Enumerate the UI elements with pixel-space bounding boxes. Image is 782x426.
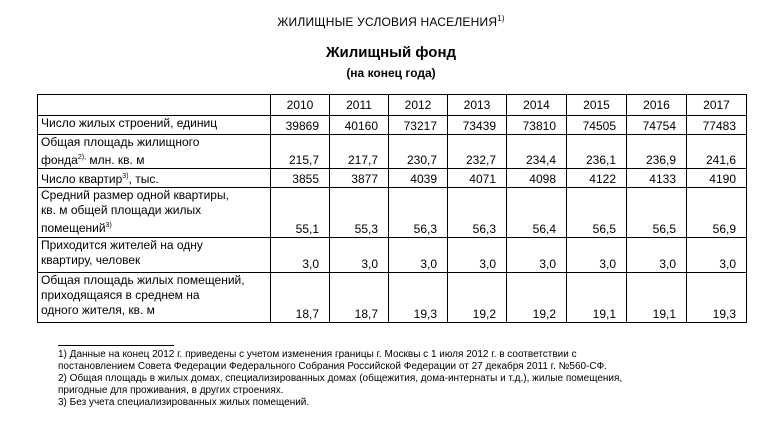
table-row — [38, 238, 747, 273]
data-cell: 4098 — [507, 169, 567, 188]
table-row — [38, 169, 747, 188]
data-cell: 4190 — [687, 169, 747, 188]
footnote-line: 2) Общая площадь в жилых домах, специализированных домах (общежития, дома-интернаты и т.д.), жилые помещения, — [58, 373, 623, 384]
data-cell: 56,5 — [567, 188, 627, 238]
data-cell: 215,7 — [271, 135, 330, 169]
data-cell: 236,1 — [567, 135, 627, 169]
data-cell: 56,3 — [389, 188, 448, 238]
header-label-cell — [38, 95, 271, 116]
data-cell: 19,1 — [627, 273, 687, 323]
data-cell: 3,0 — [330, 238, 389, 273]
housing-stock-table — [37, 94, 747, 323]
footnotes — [58, 349, 758, 409]
table-row — [38, 188, 747, 238]
year-header: 2010 — [271, 95, 330, 116]
data-cell: 74754 — [627, 116, 687, 135]
data-cell: 241,6 — [687, 135, 747, 169]
data-cell: 73217 — [389, 116, 448, 135]
footnote-mark: 3) — [122, 173, 129, 180]
row-label: Общая площадь жилищного фонда$^{2),}$ млн. кв. м — [38, 135, 271, 169]
data-cell: 3855 — [271, 169, 330, 188]
data-cell: 18,7 — [330, 273, 389, 323]
row-label: Число жилых строений, единиц — [38, 116, 271, 135]
year-header: 2014 — [507, 95, 567, 116]
table-row — [38, 116, 747, 135]
data-cell: 4039 — [389, 169, 448, 188]
year-header: 2015 — [567, 95, 627, 116]
data-cell: 3,0 — [271, 238, 330, 273]
data-cell: 55,3 — [330, 188, 389, 238]
page-title-footnote-mark: 1) — [497, 14, 505, 23]
data-cell: 3,0 — [687, 238, 747, 273]
data-cell: 236,9 — [627, 135, 687, 169]
data-cell: 19,2 — [507, 273, 567, 323]
footnote-mark: 3) — [105, 222, 112, 229]
data-cell: 4071 — [448, 169, 507, 188]
row-label: Число квартир$^{3)}$, тыс. — [38, 169, 271, 188]
year-header: 2013 — [448, 95, 507, 116]
section-title: Жилищный фонд — [325, 44, 457, 61]
footnote-line: 3) Без учета специализированных жилых помещений. — [58, 397, 310, 408]
data-cell: 232,7 — [448, 135, 507, 169]
row-label: Средний размер одной квартиры, кв. м общей площади жилых помещений$^{3)}$ — [38, 188, 271, 238]
data-cell: 19,2 — [448, 273, 507, 323]
year-header: 2011 — [330, 95, 389, 116]
data-cell: 73810 — [507, 116, 567, 135]
data-cell: 55,1 — [271, 188, 330, 238]
data-cell: 234,4 — [507, 135, 567, 169]
data-cell: 3,0 — [627, 238, 687, 273]
table-row — [38, 135, 747, 169]
footnote-line: 1) Данные на конец 2012 г. приведены с учетом изменения границы г. Москвы с 1 июля 2012 г. в соответствии с — [58, 349, 577, 360]
data-cell: 19,3 — [687, 273, 747, 323]
data-cell: 56,9 — [687, 188, 747, 238]
data-cell: 56,3 — [448, 188, 507, 238]
data-cell: 73439 — [448, 116, 507, 135]
table-row — [38, 273, 747, 323]
data-cell: 4133 — [627, 169, 687, 188]
data-cell: 3,0 — [448, 238, 507, 273]
data-cell: 4122 — [567, 169, 627, 188]
footnote-divider — [58, 345, 174, 346]
data-cell: 3,0 — [389, 238, 448, 273]
year-header: 2017 — [687, 95, 747, 116]
year-header: 2012 — [389, 95, 448, 116]
year-header: 2016 — [627, 95, 687, 116]
data-cell: 3,0 — [507, 238, 567, 273]
data-cell: 19,1 — [567, 273, 627, 323]
data-cell: 18,7 — [271, 273, 330, 323]
data-cell: 40160 — [330, 116, 389, 135]
data-cell: 56,4 — [507, 188, 567, 238]
data-cell: 3877 — [330, 169, 389, 188]
page-title: ЖИЛИЩНЫЕ УСЛОВИЯ НАСЕЛЕНИЯ$^{1)}$ — [277, 14, 505, 29]
data-cell: 19,3 — [389, 273, 448, 323]
data-cell: 56,5 — [627, 188, 687, 238]
section-subtitle: (на конец года) — [346, 66, 436, 80]
data-cell: 217,7 — [330, 135, 389, 169]
data-cell: 39869 — [271, 116, 330, 135]
footnote-line: постановлением Совета Федерации Федерального Собрания Российской Федерации от 27 декабря 2011 г. №560-СФ. — [58, 361, 608, 372]
data-cell: 3,0 — [567, 238, 627, 273]
data-cell: 230,7 — [389, 135, 448, 169]
row-label: Приходится жителей на одну квартиру, человек — [38, 238, 271, 273]
table-header-row — [38, 95, 747, 116]
footnote-line: пригодные для проживания, в других строениях. — [58, 385, 284, 396]
footnote-mark: 2), — [77, 154, 87, 161]
data-cell: 74505 — [567, 116, 627, 135]
row-label: Общая площадь жилых помещений, приходящаяся в среднем на одного жителя, кв. м — [38, 273, 271, 323]
data-cell: 77483 — [687, 116, 747, 135]
